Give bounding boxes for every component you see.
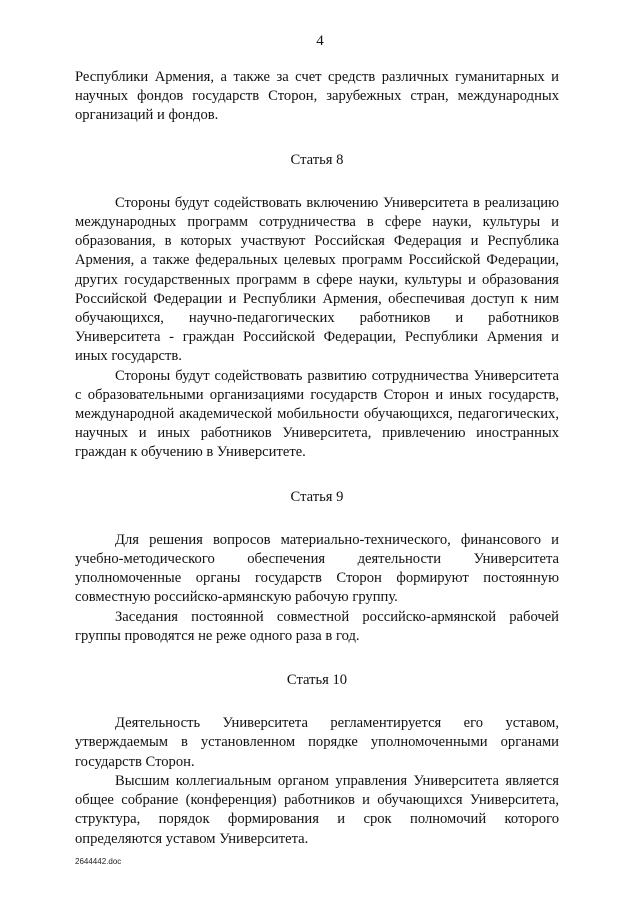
article-10-paragraph-2: Высшим коллегиальным органом управления Университета является общее собрание (конференция) работников и обучающихся Университета, структура, порядок формирования и срок полномочий которого определяются уставом Университета. xyxy=(75,772,559,847)
intro-paragraph: Республики Армения, а также за счет средств различных гуманитарных и научных фондов государств Сторон, зарубежных стран, международных организаций и фондов. xyxy=(75,69,559,124)
article-9-paragraph-2: Заседания постоянной совместной российско-армянской рабочей группы проводятся не реже одного раза в год. xyxy=(75,608,559,644)
article-8-heading: Статья 8 xyxy=(290,151,344,168)
article-10-heading: Статья 10 xyxy=(286,672,348,689)
article-10-paragraph-1: Деятельность Университета регламентируется его уставом, утверждаемым в установленном порядке уполномоченными органами государств Сторон. xyxy=(75,715,559,770)
article-8-paragraph-1: Стороны будут содействовать включению Университета в реализацию международных программ сотрудничества в сфере науки, культуры и образования, в которых участвуют Российская Федерация и Республика Армения, а также федеральных целевых программ Российской Федерации, других государственных программ в сфере науки, культуры и образования Российской Федерации и Республики Армения, обеспечивая доступ к ним обучающихся, научно-педагогических работников и работников Университета - граждан Российской Федерации, Республики Армения и иных государств. xyxy=(75,194,559,365)
article-9-paragraph-1: Для решения вопросов материально-технического, финансового и учебно-методического обеспечения деятельности Университета уполномоченные органы государств Сторон формируют постоянную совместную российско-армянскую рабочую группу. xyxy=(75,531,559,606)
article-9-heading: Статья 9 xyxy=(290,488,344,505)
footer-file-name: 2644442.doc xyxy=(75,857,122,866)
document-body xyxy=(75,68,559,849)
page-number: 4 xyxy=(316,33,324,49)
article-8-paragraph-2: Стороны будут содействовать развитию сотрудничества Университета с образовательными организациями государств Сторон и иных государств, международной академической мобильности обучающихся, педагогических, научных и иных работников Университета, привлечению иностранных граждан к обучению в Университете. xyxy=(75,367,559,461)
